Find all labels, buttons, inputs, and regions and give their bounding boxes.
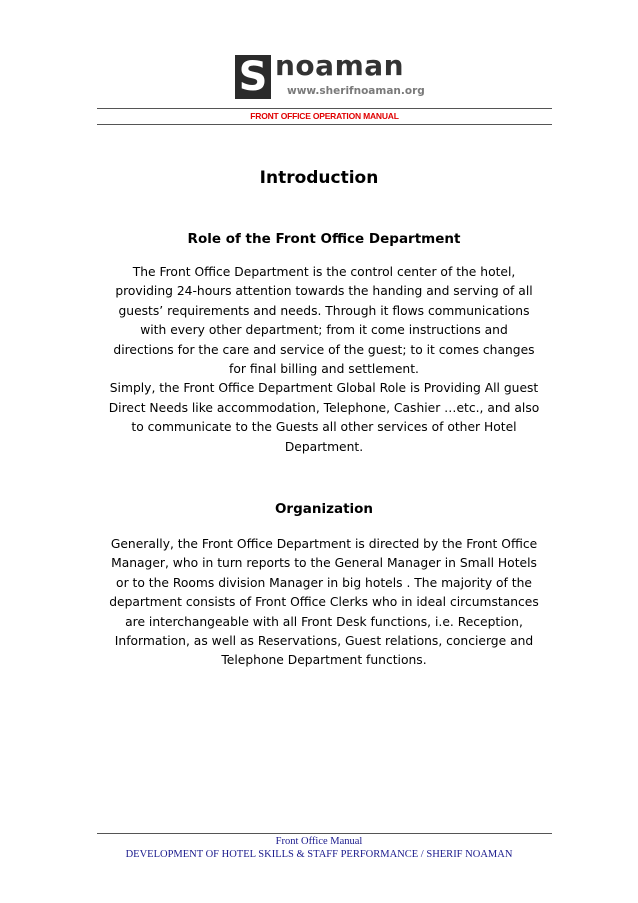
paragraph-line: with every other department; from it come instructions and (140, 323, 508, 338)
section-paragraph-organization (92, 535, 556, 671)
logo-url: www.sherifnoaman.org (287, 85, 425, 97)
footer-rule (97, 833, 552, 834)
paragraph-line: for final billing and settlement. (229, 362, 419, 377)
footer-program-title: DEVELOPMENT OF HOTEL SKILLS & STAFF PERFORMANCE / SHERIF NOAMAN (125, 849, 513, 860)
paragraph-line: directions for the care and service of the guest; to it comes changes (113, 342, 535, 357)
sherif-noaman-logo (235, 49, 425, 103)
logo-letter-box: S (235, 55, 271, 99)
paragraph-line: Simply, the Front Office Department Global Role is Providing All guest (109, 381, 539, 396)
paragraph-line: The Front Office Department is the control center of the hotel, (132, 265, 516, 279)
paragraph-line: Department. (284, 439, 364, 454)
paragraph-line: Manager, who in turn reports to the General Manager in Small Hotels (111, 556, 537, 571)
header-rule-bottom (97, 124, 552, 125)
paragraph-line: Generally, the Front Office Department is directed by the Front Office (110, 537, 538, 551)
logo-name: noaman (275, 49, 405, 82)
paragraph-line: to communicate to the Guests all other services of other Hotel (131, 420, 517, 435)
paragraph-line: or to the Rooms division Manager in big hotels . The majority of the (116, 575, 532, 590)
footer-manual-title: Front Office Manual (275, 836, 363, 847)
section-paragraph-role (92, 263, 556, 457)
manual-header-title: FRONT OFFICE OPERATION MANUAL (250, 111, 399, 121)
paragraph-line: Information, as well as Reservations, Guest relations, concierge and (114, 634, 534, 649)
page-title: Introduction (259, 168, 379, 188)
paragraph-line: guests’ requirements and needs. Through it flows communications (118, 303, 530, 318)
paragraph-line: department consists of Front Office Clerks who in ideal circumstances (109, 595, 539, 610)
paragraph-line: providing 24-hours attention towards the handing and serving of all (115, 284, 533, 299)
paragraph-line: are interchangeable with all Front Desk functions, i.e. Reception, (125, 614, 523, 629)
section-heading-role: Role of the Front Office Department (187, 231, 461, 247)
header-rule-top (97, 108, 552, 109)
section-heading-organization: Organization (274, 501, 374, 517)
paragraph-line: Direct Needs like accommodation, Telephone, Cashier …etc., and also (108, 400, 540, 415)
paragraph-line: Telephone Department functions. (221, 653, 427, 668)
